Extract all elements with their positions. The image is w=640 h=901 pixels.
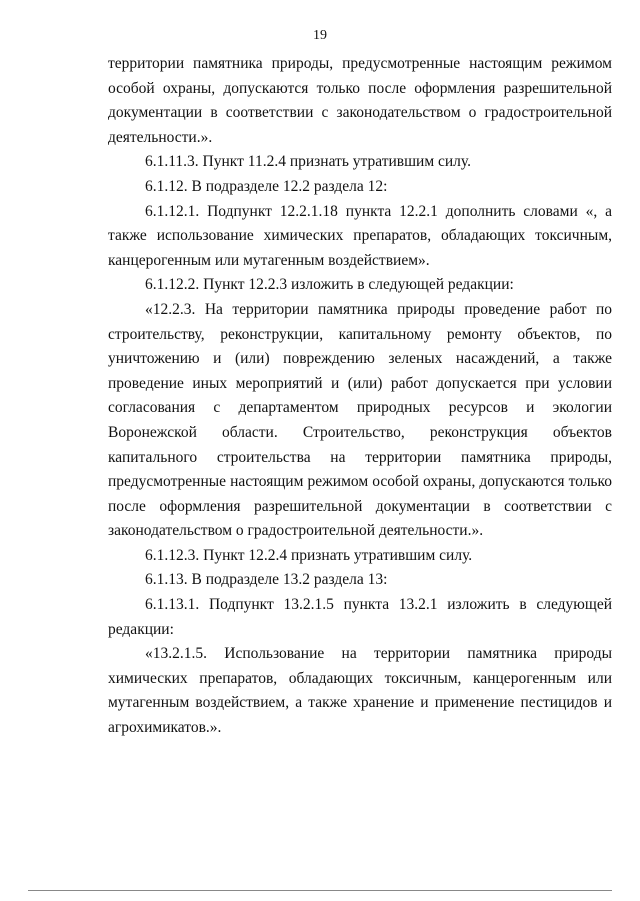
- paragraph-12-2-3-quote: «12.2.3. На территории памятника природы проведение работ по строительству, реконструкции, капитальному ремонту объектов, по уничтожению и (или) повреждению зеленых насаждений, а также проведение иных мероприятий и (или) работ допускается при условии согласования с департаментом природных ресурсов и экологии Воронежской области. Строительство, реконструкция объектов капитального строительства на территории памятника природы, предусмотренные настоящим режимом особой охраны, допускаются только после оформления разрешительной документации в соответствии с законодательством о градостроительной деятельности.».: [108, 300, 612, 540]
- bottom-divider: [28, 890, 612, 891]
- document-body: [108, 52, 612, 741]
- paragraph-6-1-13: 6.1.13. В подразделе 13.2 раздела 13:: [145, 571, 388, 589]
- paragraph-6-1-11-3: 6.1.11.3. Пункт 11.2.4 признать утратившим силу.: [145, 153, 471, 171]
- paragraph-13-2-1-5-quote: «13.2.1.5. Использование на территории памятника природы химических препаратов, обладающих токсичным, канцерогенным или мутагенным воздействием, а также хранение и применение пестицидов и агрохимикатов.».: [108, 645, 612, 737]
- paragraph-6-1-13-1: 6.1.13.1. Подпункт 13.2.1.5 пункта 13.2.1 изложить в следующей редакции:: [108, 596, 612, 638]
- paragraph-6-1-12-3: 6.1.12.3. Пункт 12.2.4 признать утратившим силу.: [145, 546, 473, 564]
- paragraph-continuation: территории памятника природы, предусмотренные настоящим режимом особой охраны, допускаются только после оформления разрешительной документации в соответствии с законодательством о градостроительной деятельности.».: [108, 55, 612, 146]
- paragraph-6-1-12-1: 6.1.12.1. Подпункт 12.2.1.18 пункта 12.2.1 дополнить словами «, а также использование химических препаратов, обладающих токсичным, канцерогенным или мутагенным воздействием».: [108, 202, 612, 269]
- page-number: 19: [313, 28, 327, 43]
- paragraph-6-1-12: 6.1.12. В подразделе 12.2 раздела 12:: [145, 177, 388, 195]
- paragraph-6-1-12-2: 6.1.12.2. Пункт 12.2.3 изложить в следующей редакции:: [145, 276, 514, 294]
